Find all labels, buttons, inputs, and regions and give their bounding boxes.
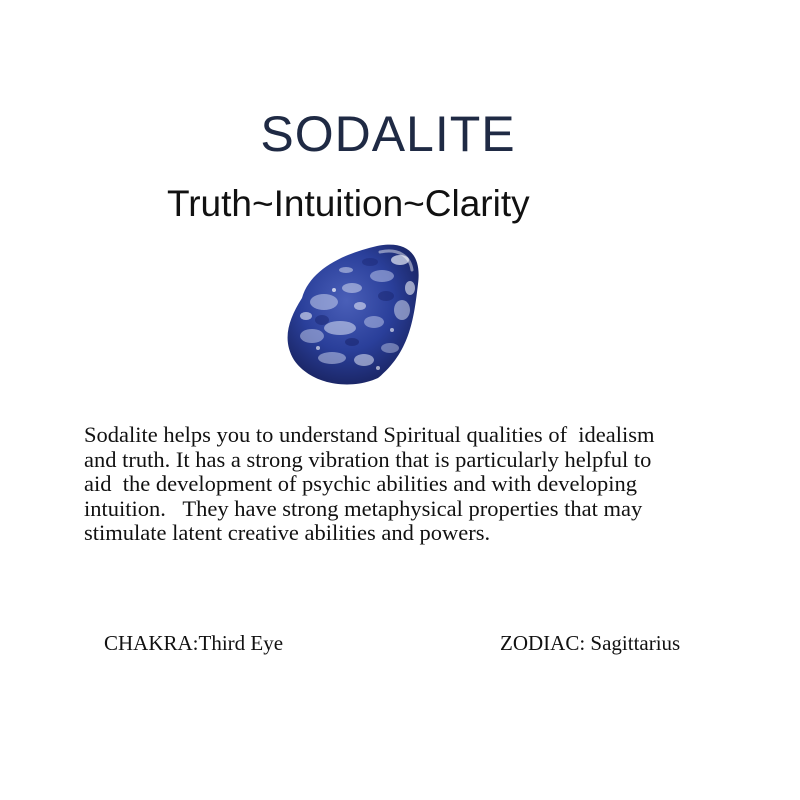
tagline: Truth~Intuition~Clarity bbox=[167, 183, 530, 224]
chakra-label: CHAKRA:Third Eye bbox=[104, 631, 284, 655]
sodalite-stone-icon bbox=[282, 240, 432, 390]
zodiac-label: ZODIAC: Sagittarius bbox=[500, 631, 681, 655]
page-title bbox=[0, 103, 800, 165]
description: Sodalite helps you to understand Spiritual qualities of idealism and truth. It has a strong vibration that is particularly helpful to aid the development of psychic abilities and with developing intuition. They have strong metaphysical properties that may stimulate latent creative abilities and powers. bbox=[84, 422, 655, 545]
title-text: SODALITE bbox=[260, 106, 516, 162]
